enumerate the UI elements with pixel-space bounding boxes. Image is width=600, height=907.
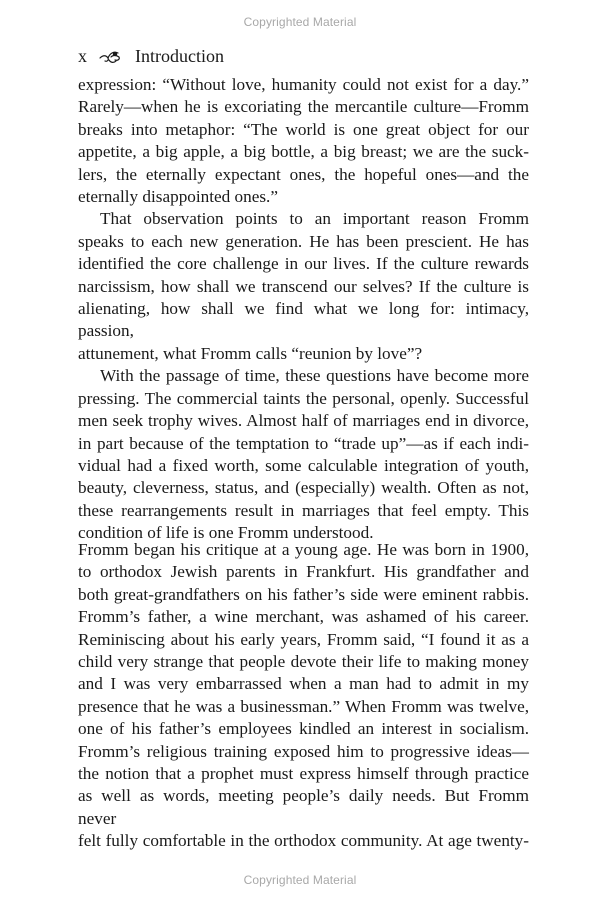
text-line: pressing. The commercial taints the personal, openly. Successful bbox=[78, 388, 529, 408]
text-line: speaks to each new generation. He has been prescient. He has bbox=[78, 231, 529, 251]
text-line: Fromm began his critique at a young age. He was born in 1900, bbox=[78, 540, 529, 559]
copyright-watermark-bottom: Copyrighted Material bbox=[243, 873, 357, 887]
text-line: Reminiscing about his early years, Fromm said, “I found it as a bbox=[78, 629, 529, 649]
text-line: both great-grandfathers on his father’s side were eminent rabbis. bbox=[78, 584, 529, 604]
text-line: Rarely—when he is excoriating the mercantile culture—Fromm bbox=[78, 97, 529, 117]
text-line: expression: “Without love, humanity could not exist for a day.” bbox=[78, 75, 529, 94]
text-line: and I was very embarrassed when a man had to admit in my bbox=[78, 674, 529, 694]
copyright-watermark-top: Copyrighted Material bbox=[243, 15, 357, 29]
text-line: alienating, how shall we find what we long for: intimacy, passion, bbox=[78, 299, 529, 341]
text-line: men seek trophy wives. Almost half of marriages end in divorce, bbox=[78, 411, 529, 431]
text-block-1 bbox=[78, 74, 529, 545]
text-line: these rearrangements result in marriages that feel empty. This bbox=[78, 500, 529, 520]
text-line: felt fully comfortable in the orthodox community. At age twenty- bbox=[78, 831, 529, 851]
text-line: one of his father’s employees kindled an interest in socialism. bbox=[78, 719, 529, 739]
text-line: condition of life is one Fromm understood. bbox=[78, 523, 374, 543]
text-line: child very strange that people devote their life to making money bbox=[78, 652, 529, 672]
running-head bbox=[78, 45, 224, 67]
text-line: to orthodox Jewish parents in Frankfurt. His grandfather and bbox=[78, 562, 529, 582]
text-line: the notion that a prophet must express himself through practice bbox=[78, 764, 529, 784]
text-line: identified the core challenge in our lives. If the culture rewards bbox=[78, 254, 529, 274]
text-line: Fromm’s father, a wine merchant, was ashamed of his career. bbox=[78, 607, 529, 627]
fleuron-ornament-icon bbox=[99, 48, 121, 64]
chapter-title: Introduction bbox=[135, 46, 224, 66]
text-line: breaks into metaphor: “The world is one great object for our bbox=[78, 119, 529, 139]
text-line: With the passage of time, these questions have become more bbox=[100, 366, 529, 386]
text-line: presence that he was a businessman.” When Fromm was twelve, bbox=[78, 696, 529, 716]
text-line: beauty, cleverness, status, and (especially) wealth. Often as not, bbox=[78, 478, 529, 498]
text-line: lers, the eternally expectant ones, the hopeful ones—and the bbox=[78, 164, 529, 184]
page-number: x bbox=[78, 46, 87, 66]
text-line: narcissism, how shall we transcend our selves? If the culture is bbox=[78, 276, 529, 296]
text-line: Fromm’s religious training exposed him to progressive ideas— bbox=[78, 741, 529, 761]
text-line: attunement, what Fromm calls “reunion by love”? bbox=[78, 343, 423, 363]
text-block-2 bbox=[78, 539, 529, 853]
text-line: appetite, a big apple, a big bottle, a big breast; we are the suck- bbox=[78, 142, 529, 162]
text-line: in part because of the temptation to “trade up”—as if each indi- bbox=[78, 433, 529, 453]
text-line: That observation points to an important reason Fromm bbox=[100, 209, 529, 229]
text-line: vidual had a fixed worth, some calculable integration of youth, bbox=[78, 455, 529, 475]
text-line: as well as words, meeting people’s daily needs. But Fromm never bbox=[78, 786, 529, 828]
text-line: eternally disappointed ones.” bbox=[78, 187, 278, 207]
